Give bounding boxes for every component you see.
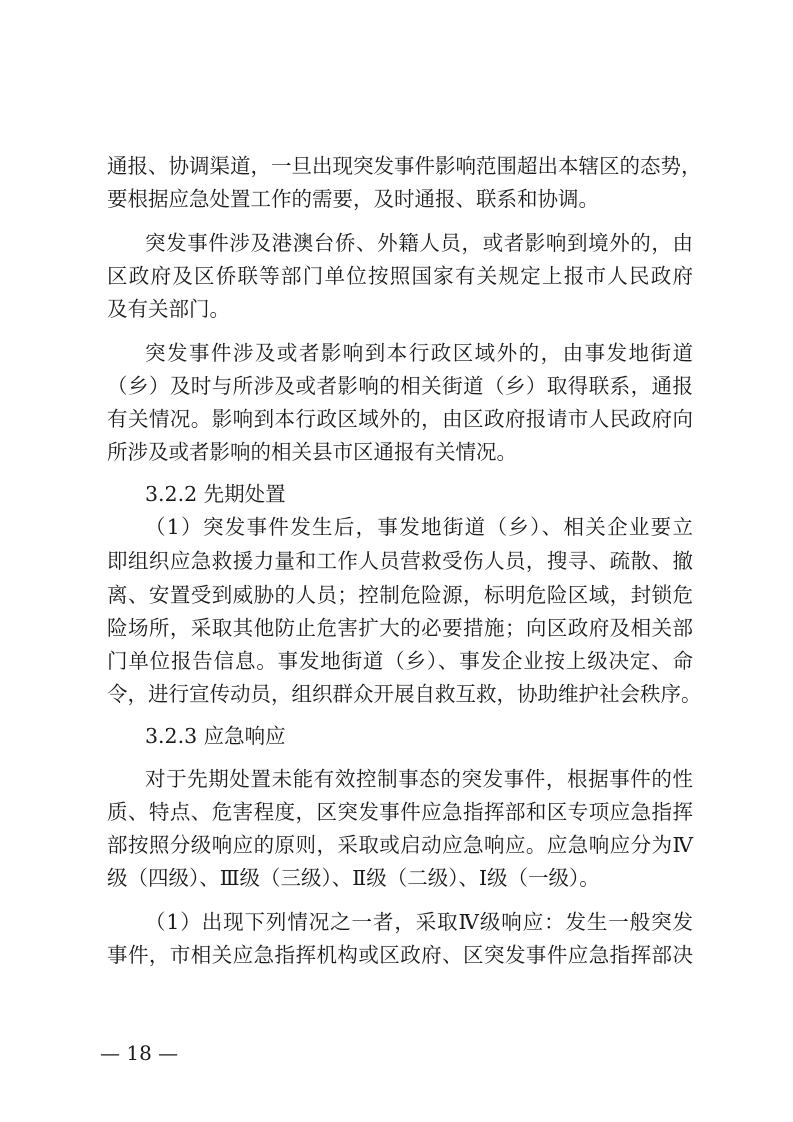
paragraph-first-line: 对于先期处置未能有效控制事态的突发事件，根据事件的性 [145, 767, 693, 791]
text-line: 及有关部门。 [107, 297, 230, 321]
text-line: 险场所，采取其他防止危害扩大的必要措施；向区政府及相关部 [107, 616, 693, 640]
text-line: 门单位报告信息。事发地街道（乡）、事发企业按上级决定、命 [107, 649, 693, 673]
text-line: 即组织应急救援力量和工作人员营救受伤人员，搜寻、疏散、撤 [107, 549, 693, 573]
section-heading: 3.2.2 先期处置 [145, 482, 286, 506]
paragraph-first-line: （1）突发事件发生后，事发地街道（乡）、相关企业要立 [145, 515, 693, 539]
text-line: 部按照分级响应的原则，采取或启动应急响应。应急响应分为Ⅳ [107, 833, 693, 857]
page-number: — 18 — [100, 1041, 179, 1065]
text-line: 要根据应急处置工作的需要，及时通报、联系和协调。 [107, 187, 599, 211]
text-line: 通报、协调渠道，一旦出现突发事件影响范围超出本辖区的态势， [107, 154, 702, 178]
text-line: 区政府及区侨联等部门单位按照国家有关规定上报市人民政府 [107, 264, 693, 288]
text-line: 离、安置受到威胁的人员；控制危险源，标明危险区域，封锁危 [107, 583, 693, 607]
text-line: （乡）及时与所涉及或者影响的相关街道（乡）取得联系，通报 [107, 374, 693, 398]
text-line: 级（四级）、Ⅲ级（三级）、Ⅱ级（二级）、Ⅰ级（一级）。 [107, 866, 600, 890]
text-line: 令，进行宣传动员，组织群众开展自救互救，协助维护社会秩序。 [107, 682, 702, 706]
paragraph-first-line: 突发事件涉及或者影响到本行政区域外的，由事发地街道 [145, 341, 693, 365]
text-line: 所涉及或者影响的相关县市区通报有关情况。 [107, 440, 517, 464]
text-line: 事件，市相关应急指挥机构或区政府、区突发事件应急指挥部决 [107, 943, 693, 967]
section-heading: 3.2.3 应急响应 [145, 724, 286, 748]
paragraph-first-line: （1）出现下列情况之一者，采取Ⅳ级响应：发生一般突发 [145, 910, 693, 934]
text-line: 质、特点、危害程度，区突发事件应急指挥部和区专项应急指挥 [107, 800, 693, 824]
paragraph-first-line: 突发事件涉及港澳台侨、外籍人员，或者影响到境外的，由 [145, 231, 693, 255]
text-line: 有关情况。影响到本行政区域外的，由区政府报请市人民政府向 [107, 407, 693, 431]
